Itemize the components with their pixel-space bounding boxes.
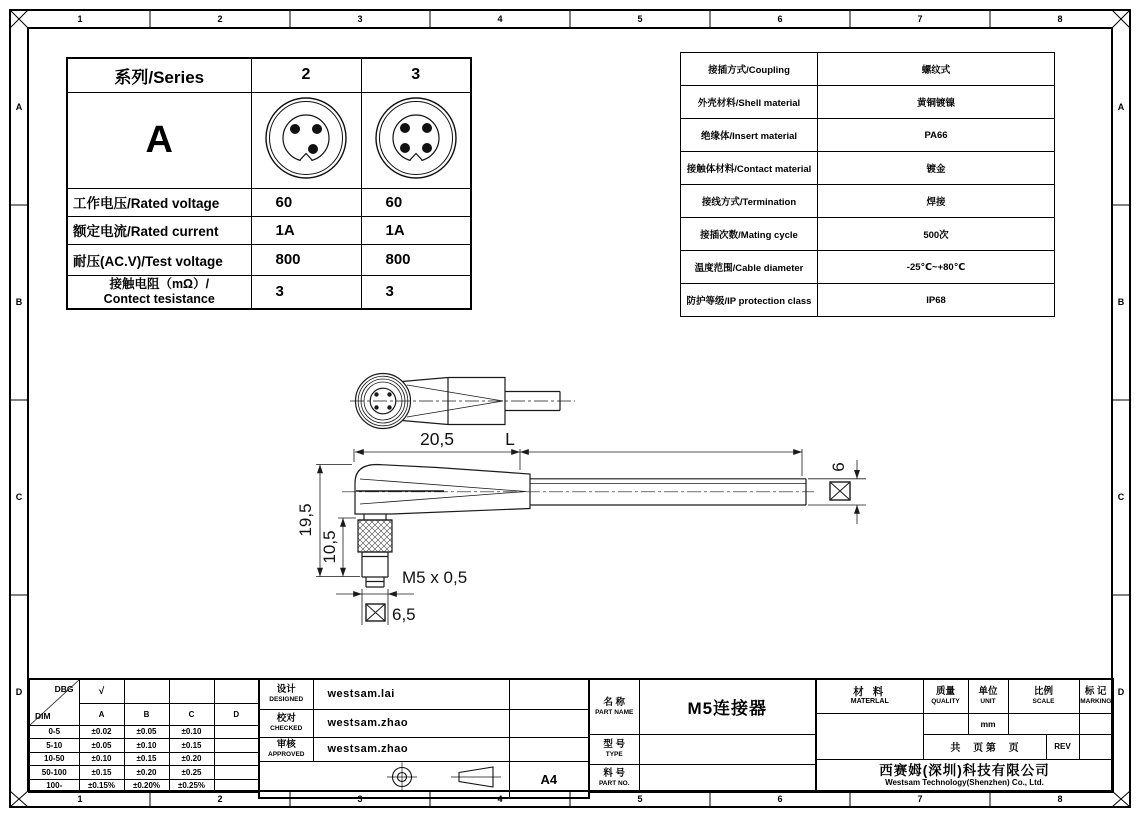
- tolerance-range: 10-50: [29, 752, 79, 765]
- material-company-block: [815, 678, 1114, 793]
- material-value: [816, 713, 923, 759]
- material-label: 材 料 MATERLAL: [816, 679, 923, 713]
- tolerance-cell: ±0.15: [169, 738, 214, 752]
- spec-value: 焊接: [818, 185, 1055, 218]
- series-spec-value: 3: [361, 275, 471, 309]
- series-header: 系列/Series: [67, 58, 251, 92]
- tolerance-grade: D: [214, 703, 259, 725]
- zone-col-top: 4: [497, 14, 503, 24]
- zone-col-top: 5: [637, 14, 643, 24]
- marking-label: 标 记 MARKING: [1079, 679, 1113, 713]
- tolerance-range: 5-10: [29, 738, 79, 752]
- title-block: [28, 678, 1112, 791]
- tolerance-cell: ±0.10: [169, 725, 214, 738]
- spec-table: [680, 52, 1055, 317]
- unit-value: mm: [968, 713, 1008, 734]
- spec-value: IP68: [818, 284, 1055, 317]
- spec-label: 接线方式/Termination: [681, 185, 818, 218]
- connector-face-4pin-cell: [361, 92, 471, 188]
- first-angle-projection-icon: [260, 762, 509, 792]
- tolerance-check: √: [79, 679, 124, 703]
- tolerance-cell: ±0.02: [79, 725, 124, 738]
- series-spec-label: 额定电流/Rated current: [67, 216, 251, 244]
- zone-row-right: B: [1117, 297, 1125, 307]
- scale-value: [1008, 713, 1079, 734]
- tolerance-grade: A: [79, 703, 124, 725]
- spec-value: 镀金: [818, 152, 1055, 185]
- spec-value: 500次: [818, 218, 1055, 251]
- projection-symbols-cell: [259, 761, 509, 798]
- part-no-value: [639, 764, 816, 792]
- paper-size: A4: [509, 761, 589, 798]
- spec-value: PA66: [818, 119, 1055, 152]
- connector-top-view: [350, 374, 575, 429]
- series-spec-label: [67, 275, 251, 309]
- zone-col-top: 6: [777, 14, 783, 24]
- dim-cable-length: L: [505, 429, 515, 449]
- checked-label: 校对 CHECKED: [259, 709, 313, 737]
- type-label: 型 号 TYPE: [589, 734, 639, 764]
- zone-col-bottom: 3: [357, 794, 363, 804]
- quality-value: [923, 713, 968, 734]
- spec-value: 螺纹式: [818, 53, 1055, 86]
- tolerance-cell: [214, 752, 259, 765]
- tolerance-cell: ±0.10: [124, 738, 169, 752]
- tolerance-cell: ±0.05: [79, 738, 124, 752]
- tolerance-table: [28, 678, 260, 793]
- tolerance-cell: ±0.15: [79, 765, 124, 779]
- zone-row-left: D: [15, 687, 23, 697]
- company-name-cn: 西赛姆(深圳)科技有限公司: [879, 763, 1050, 779]
- approved-value: westsam.zhao: [313, 737, 509, 761]
- part-name-value: M5连接器: [639, 679, 816, 734]
- series-spec-value: 800: [251, 244, 361, 275]
- signoff-extra-cell: [509, 709, 589, 737]
- zone-row-right: A: [1117, 102, 1125, 112]
- contact-resistance-label-en: Contect tesistance: [103, 291, 215, 306]
- company-name-en: Westsam Technology(Shenzhen) Co., Ltd.: [885, 777, 1044, 787]
- quality-label: 质量 QUALITY: [923, 679, 968, 713]
- series-col-header: 2: [251, 58, 361, 92]
- zone-row-right: C: [1117, 492, 1125, 502]
- zone-col-top: 2: [217, 14, 223, 24]
- zone-col-bottom: 6: [777, 794, 783, 804]
- tolerance-cell: ±0.10: [79, 752, 124, 765]
- tolerance-cell: ±0.15: [124, 752, 169, 765]
- zone-col-bottom: 8: [1057, 794, 1063, 804]
- spec-label: 接触体材料/Contact material: [681, 152, 818, 185]
- zone-row-left: B: [15, 297, 23, 307]
- type-value: [639, 734, 816, 764]
- zone-col-top: 3: [357, 14, 363, 24]
- signoff-extra-cell: [509, 737, 589, 761]
- spec-label: 接插方式/Coupling: [681, 53, 818, 86]
- series-spec-value: 800: [361, 244, 471, 275]
- series-spec-label: 耐压(AC.V)/Test voltage: [67, 244, 251, 275]
- zone-row-left: C: [15, 492, 23, 502]
- tolerance-cell: [214, 738, 259, 752]
- spec-label: 外壳材料/Shell material: [681, 86, 818, 119]
- series-spec-value: 3: [251, 275, 361, 309]
- spec-label: 接插次数/Mating cycle: [681, 218, 818, 251]
- connector-face-4pin-icon: [364, 93, 468, 183]
- tolerance-cell: [214, 679, 259, 703]
- tolerance-cell: [214, 779, 259, 792]
- tolerance-grade: C: [169, 703, 214, 725]
- zone-col-top: 8: [1057, 14, 1063, 24]
- checked-value: westsam.zhao: [313, 709, 509, 737]
- spec-label: 防护等级/IP protection class: [681, 284, 818, 317]
- spec-value: 黄铜镀镍: [818, 86, 1055, 119]
- dim-total-height: 19,5: [296, 503, 315, 537]
- scale-label: 比例 SCALE: [1008, 679, 1079, 713]
- tolerance-cell: [124, 679, 169, 703]
- tolerance-cell: [169, 679, 214, 703]
- rev-label: REV: [1046, 734, 1079, 759]
- designed-label: 设计 DESIGNED: [259, 679, 313, 709]
- zone-col-top: 1: [77, 14, 83, 24]
- signoff-block: [258, 678, 590, 799]
- tolerance-corner-dbg: DBG: [54, 684, 74, 694]
- series-spec-value: 1A: [251, 216, 361, 244]
- part-name-label: 名 称 PART NAME: [589, 679, 639, 734]
- tolerance-cell: ±0.20%: [124, 779, 169, 792]
- tolerance-grade: B: [124, 703, 169, 725]
- tolerance-cell: ±0.20: [124, 765, 169, 779]
- dim-cable-diameter: 6: [829, 462, 848, 472]
- cable-diameter-icon: [830, 482, 850, 500]
- dim-thread: M5 x 0,5: [402, 568, 468, 587]
- tolerance-cell: [214, 725, 259, 738]
- tolerance-cell: ±0.25: [169, 765, 214, 779]
- zone-col-bottom: 5: [637, 794, 643, 804]
- series-table: [66, 57, 472, 310]
- signoff-extra-cell: [509, 679, 589, 709]
- zone-row-left: A: [15, 102, 23, 112]
- spec-value: -25℃~+80℃: [818, 251, 1055, 284]
- pages-label: 共 页 第 页: [923, 734, 1046, 759]
- series-spec-value: 60: [251, 188, 361, 216]
- zone-row-right: D: [1117, 687, 1125, 697]
- zone-col-bottom: 1: [77, 794, 83, 804]
- tolerance-corner-cell: [29, 679, 79, 725]
- tolerance-range: 0-5: [29, 725, 79, 738]
- designed-value: westsam.lai: [313, 679, 509, 709]
- spec-label: 温度范围/Cable diameter: [681, 251, 818, 284]
- part-no-label: 料 号 PART NO.: [589, 764, 639, 792]
- company-cell: [816, 759, 1113, 792]
- dim-lower-height: 10,5: [320, 530, 339, 564]
- series-spec-value: 1A: [361, 216, 471, 244]
- tolerance-range: 100-: [29, 779, 79, 792]
- tolerance-cell: ±0.15%: [79, 779, 124, 792]
- series-spec-value: 60: [361, 188, 471, 216]
- zone-col-bottom: 2: [217, 794, 223, 804]
- tolerance-cell: [214, 765, 259, 779]
- tolerance-cell: ±0.25%: [169, 779, 214, 792]
- approved-label: 审核 APPROVED: [259, 737, 313, 761]
- tolerance-corner-dim: DIM: [35, 710, 51, 721]
- across-flats-icon: [366, 604, 385, 621]
- unit-label: 单位 UNIT: [968, 679, 1008, 713]
- zone-col-bottom: 4: [497, 794, 503, 804]
- series-row-label: A: [67, 92, 251, 188]
- connector-face-3pin-icon: [254, 93, 358, 183]
- zone-col-top: 7: [917, 14, 923, 24]
- tolerance-cell: ±0.05: [124, 725, 169, 738]
- contact-resistance-label-cn: 接触电阻（mΩ）/: [109, 276, 210, 291]
- connector-face-3pin-cell: [251, 92, 361, 188]
- series-spec-label: 工作电压/Rated voltage: [67, 188, 251, 216]
- tolerance-range: 50-100: [29, 765, 79, 779]
- rev-value: [1079, 734, 1113, 759]
- spec-label: 绝缘体/Insert material: [681, 119, 818, 152]
- technical-drawing: [285, 362, 885, 637]
- series-col-header: 3: [361, 58, 471, 92]
- dim-head-width: 20,5: [419, 429, 455, 449]
- zone-col-bottom: 7: [917, 794, 923, 804]
- tolerance-cell: ±0.20: [169, 752, 214, 765]
- dim-across-flats: 6,5: [392, 605, 416, 624]
- part-name-block: [588, 678, 817, 793]
- marking-value: [1079, 713, 1113, 734]
